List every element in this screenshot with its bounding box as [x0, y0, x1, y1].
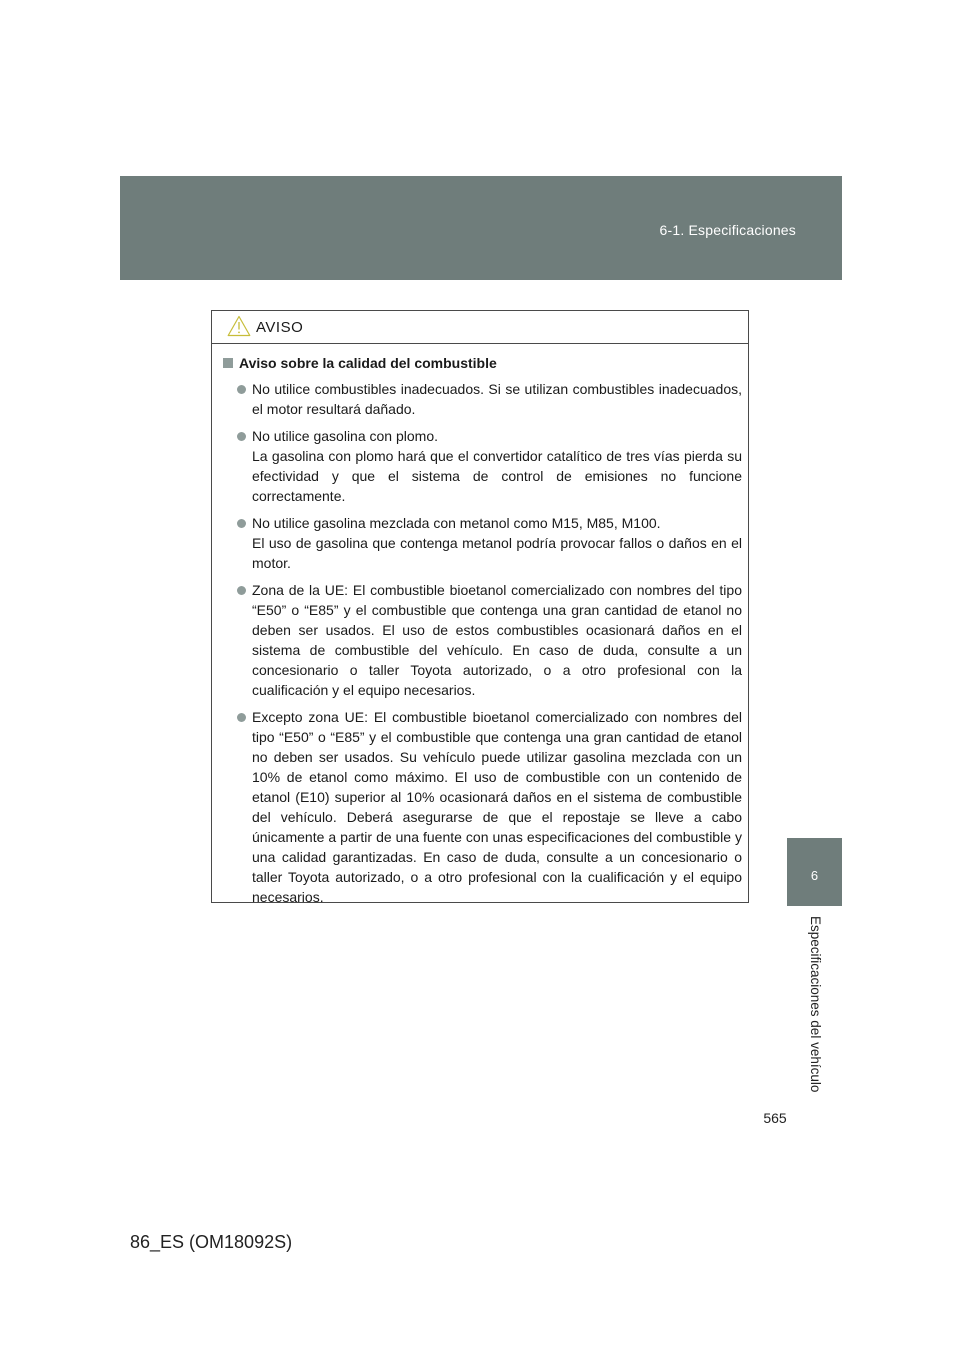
item-paragraph: No utilice gasolina con plomo. — [252, 428, 438, 444]
item-paragraph: El uso de gasolina que contenga metanol podría provocar fallos o daños en el motor. — [252, 535, 742, 571]
section-title: 6-1. Especificaciones — [659, 222, 796, 238]
list-item — [223, 379, 742, 419]
warning-title: AVISO — [256, 319, 304, 336]
warning-body — [212, 344, 748, 907]
warning-box — [211, 310, 749, 903]
bullet-icon — [237, 432, 246, 441]
list-item — [223, 426, 742, 506]
list-item — [223, 513, 742, 573]
bullet-icon — [237, 586, 246, 595]
warning-heading — [223, 353, 742, 373]
list-item — [223, 580, 742, 700]
item-paragraph: No utilice combustibles inadecuados. Si se utilizan combustibles inadecuados, el motor resultará dañado. — [252, 381, 742, 417]
list-item — [223, 707, 742, 907]
item-paragraph: Excepto zona UE: El combustible bioetanol comercializado con nombres del tipo “E50” o “E85” y el combustible que contenga una gran cantidad de etanol no deben ser usados. Su vehículo puede utilizar gasolina mezclada con un 10% de etanol como máximo. El uso de combustible con un contenido de etanol (E10) superior al 10% ocasionará daños en el sistema de combustible del vehículo. Deberá asegurarse de que el repostaje se lleve a cabo únicamente a partir de una fuente con unas especificaciones del combustible y una calidad garantizadas. En caso de duda, consulte a un concesionario o taller Toyota autorizado, o a otro profesional con la cualificación y el equipo necesarios. — [252, 709, 742, 905]
chapter-tab — [787, 838, 842, 906]
bullet-icon — [237, 385, 246, 394]
item-paragraph: Zona de la UE: El combustible bioetanol comercializado con nombres del tipo “E50” o “E85” y el combustible que contenga una gran cantidad de etanol no deben ser usados. El uso de estos combustibles ocasionará daños en el sistema de combustible del vehículo. En caso de duda, consulte a un concesionario o taller Toyota autorizado, o a otro profesional con la cualificación y el equipo necesarios. — [252, 582, 742, 698]
section-header-band — [120, 176, 842, 280]
bullet-icon — [237, 519, 246, 528]
document-code: 86_ES (OM18092S) — [130, 1232, 293, 1252]
warning-header — [212, 311, 748, 344]
warning-heading-text: Aviso sobre la calidad del combustible — [239, 355, 497, 371]
chapter-number: 6 — [810, 868, 819, 883]
square-bullet-icon — [223, 358, 233, 368]
warning-triangle-icon — [227, 315, 251, 337]
item-paragraph: La gasolina con plomo hará que el convertidor catalítico de tres vías pierda su efectividad y que el sistema de control de emisiones no funcione correctamente. — [252, 448, 742, 504]
bullet-icon — [237, 713, 246, 722]
item-paragraph: No utilice gasolina mezclada con metanol como M15, M85, M100. — [252, 515, 661, 531]
page-number: 565 — [763, 1110, 787, 1126]
chapter-label: Especificaciones del vehículo — [808, 916, 823, 1093]
